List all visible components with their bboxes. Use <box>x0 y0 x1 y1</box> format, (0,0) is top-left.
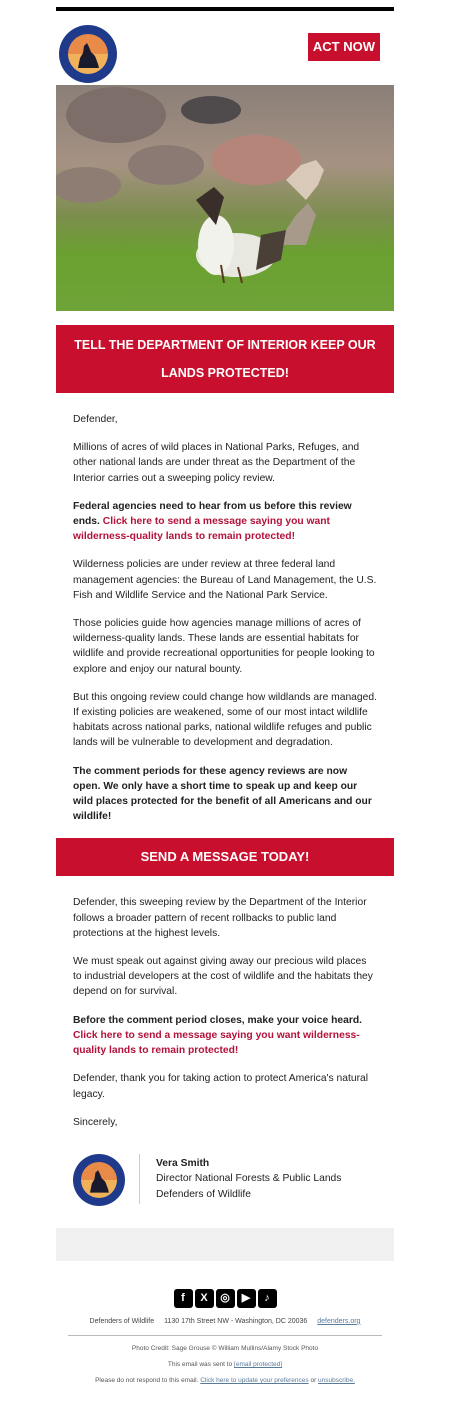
banner-headline: TELL THE DEPARTMENT OF INTERIOR KEEP OUR LANDS PROTECTED! <box>56 325 394 393</box>
sent-to <box>56 1361 394 1368</box>
paragraph: Defender, this sweeping review by the Department of the Interior follows a broader pattern of recent rollbacks to public land protections at the highest levels. <box>73 897 367 939</box>
email-header <box>56 11 394 85</box>
sent-to-prefix: This email was sent to <box>167 1360 233 1368</box>
instagram-icon[interactable]: ◎ <box>216 1289 235 1308</box>
signer-title: Director National Forests & Public Lands <box>156 1173 342 1185</box>
defenders-logo[interactable] <box>59 25 117 83</box>
paragraph <box>73 1013 377 1059</box>
no-reply-notice <box>56 1377 394 1384</box>
action-link[interactable]: Click here to send a message saying you want wilderness-quality lands to remain protected! <box>73 516 330 543</box>
greeting: Defender, <box>73 414 118 425</box>
facebook-icon[interactable]: f <box>174 1289 193 1308</box>
wolf-icon <box>68 34 108 74</box>
x-icon[interactable]: X <box>195 1289 214 1308</box>
paragraph: But this ongoing review could change how wildlands are managed. If existing policies are weakened, some of our most intact wildlife habitats across national parks, national wildlife refuges and public lands will be vulnerable to development and degradation. <box>73 691 377 749</box>
action-link[interactable]: Click here to send a message saying you want wilderness-quality lands to remain protected! <box>73 1029 360 1057</box>
signature <box>56 1154 394 1206</box>
photo-credit: Photo Credit: Sage Grouse © William Mullins/Alamy Stock Photo <box>131 1344 319 1352</box>
message-body <box>56 412 394 824</box>
message-body-2 <box>56 895 394 1129</box>
social-links <box>56 1289 394 1308</box>
footer-divider <box>68 1335 382 1336</box>
paragraph: We must speak out against giving away our precious wild places to industrial developers at the cost of wildlife and the habitats they depend on for survival. <box>73 956 373 998</box>
paragraph: Those policies guide how agencies manage millions of acres of wilderness-quality lands. These lands are essential habitats for wildlife and provide recreational opportunities for people looking to explore and enjoy our natural bounty. <box>73 618 375 675</box>
signature-text <box>156 1154 341 1203</box>
spacer-block <box>56 1228 394 1261</box>
act-now-button[interactable]: ACT NOW <box>308 33 380 61</box>
signer-name: Vera Smith <box>156 1157 210 1169</box>
email-container <box>56 7 394 1384</box>
wolf-icon <box>81 1162 117 1198</box>
paragraph: Wilderness policies are under review at three federal land management agencies: the Bureau of Land Management, the U.S. Fish and Wildlife Service and the National Park Service. <box>73 559 377 601</box>
email-link[interactable]: [email protected] <box>234 1360 283 1368</box>
footer-address-text: 1130 17th Street NW - Washington, DC 20036 <box>164 1317 308 1325</box>
bold-paragraph: The comment periods for these agency reviews are now open. We only have a short time to speak up and keep our wild places protected for the benefit of all Americans and our wildlife! <box>73 765 372 823</box>
tiktok-icon[interactable]: ♪ <box>258 1289 277 1308</box>
footer-address <box>56 1318 394 1325</box>
footer-org: Defenders of Wildlife <box>89 1317 155 1325</box>
defenders-logo <box>73 1154 125 1206</box>
bold-text: Federal agencies need to hear from us before this review ends. <box>73 500 352 528</box>
or-text: or <box>310 1376 317 1384</box>
youtube-icon[interactable]: ▶ <box>237 1289 256 1308</box>
paragraph: Defender, thank you for taking action to protect America's natural legacy. <box>73 1073 369 1100</box>
paragraph: Millions of acres of wild places in National Parks, Refuges, and other national lands are under threat as the Department of the Interior carries out a sweeping policy review. <box>73 442 360 484</box>
closing: Sincerely, <box>73 1116 118 1128</box>
bold-text: Before the comment period closes, make your voice heard. <box>73 1014 362 1026</box>
website-link[interactable]: defenders.org <box>317 1317 361 1325</box>
hero-image-sage-grouse <box>56 85 394 311</box>
paragraph <box>73 499 377 545</box>
signer-org: Defenders of Wildlife <box>156 1188 251 1200</box>
send-message-button[interactable]: SEND A MESSAGE TODAY! <box>56 838 394 876</box>
unsubscribe-link[interactable]: unsubscribe. <box>318 1376 355 1384</box>
no-reply-text: Please do not respond to this email. <box>95 1376 199 1384</box>
signature-divider <box>139 1154 140 1204</box>
preferences-link[interactable]: Click here to update your preferences <box>200 1376 309 1384</box>
